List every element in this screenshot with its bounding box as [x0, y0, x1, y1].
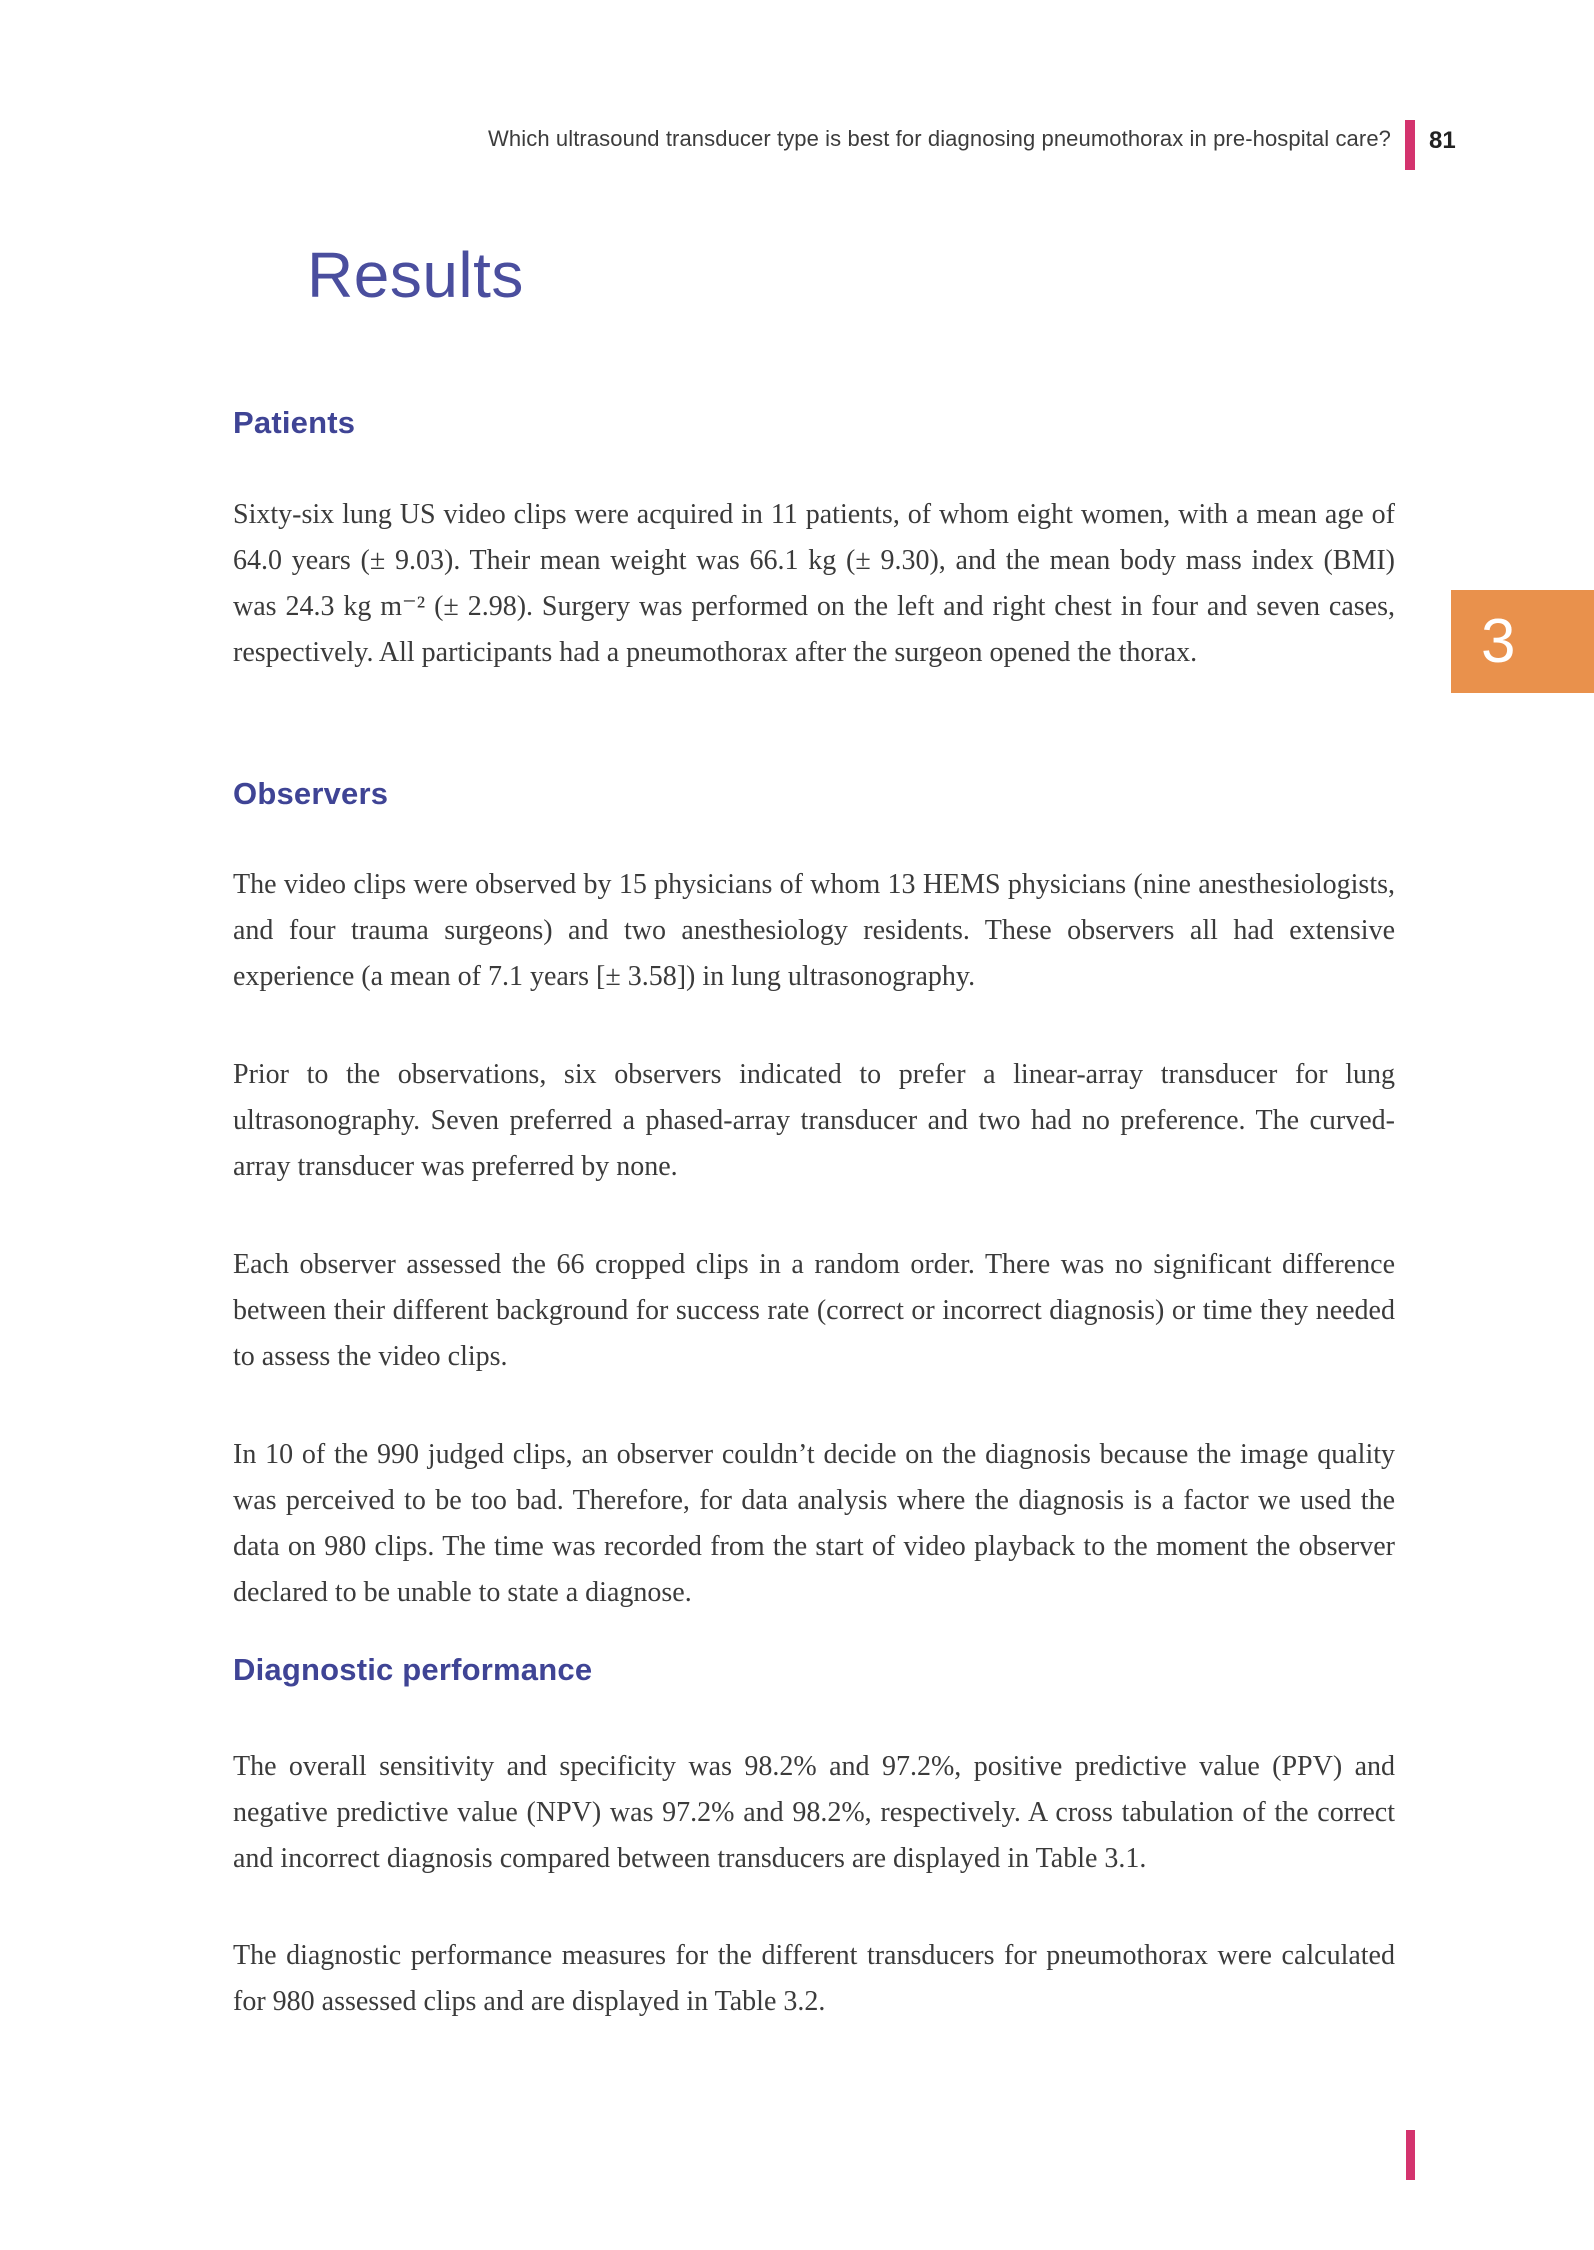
paragraph: Prior to the observations, six observers indicated to prefer a linear-array transducer for lung ultrasonography. Seven preferred a phased-array transducer and two had no preference. The curved-array transducer was preferred by none.: [233, 1059, 1395, 1182]
chapter-number: 3: [1481, 606, 1516, 676]
section-heading-diagnostic-performance: Diagnostic performance: [233, 1652, 593, 1687]
chapter-tab: [1451, 590, 1594, 693]
page-title: Results: [307, 239, 524, 311]
footer-accent-bar: [1406, 2130, 1415, 2180]
paragraph: The video clips were observed by 15 physicians of whom 13 HEMS physicians (nine anesthesiologists, and four trauma surgeons) and two anesthesiology residents. These observers all had extensive experience (a mean of 7.1 years [± 3.58]) in lung ultrasonography.: [233, 869, 1395, 992]
section-heading-patients: Patients: [233, 405, 356, 440]
paragraph: Sixty-six lung US video clips were acquired in 11 patients, of whom eight women, with a mean age of 64.0 years (± 9.03). Their mean weight was 66.1 kg (± 9.30), and the mean body mass index (BMI) was 24.3 kg m⁻² (± 2.98). Surgery was performed on the left and right chest in four and seven cases, respectively. All participants had a pneumothorax after the surgeon opened the thorax.: [233, 499, 1395, 668]
running-header-title: Which ultrasound transducer type is best for diagnosing pneumothorax in pre-hospital care?: [488, 126, 1391, 151]
paragraph: In 10 of the 990 judged clips, an observer couldn’t decide on the diagnosis because the image quality was perceived to be too bad. Therefore, for data analysis where the diagnosis is a factor we used the data on 980 clips. The time was recorded from the start of video playback to the moment the observer declared to be unable to state a diagnose.: [233, 1439, 1395, 1608]
paragraph: The diagnostic performance measures for the different transducers for pneumothorax were calculated for 980 assessed clips and are displayed in Table 3.2.: [233, 1940, 1395, 2017]
paragraph: The overall sensitivity and specificity was 98.2% and 97.2%, positive predictive value (PPV) and negative predictive value (NPV) was 97.2% and 98.2%, respectively. A cross tabulation of the correct and incorrect diagnosis compared between transducers are displayed in Table 3.1.: [233, 1751, 1395, 1874]
paragraph: Each observer assessed the 66 cropped clips in a random order. There was no significant difference between their different background for success rate (correct or incorrect diagnosis) or time they needed to assess the video clips.: [233, 1249, 1395, 1372]
section-heading-observers: Observers: [233, 776, 389, 811]
page-number: 81: [1429, 127, 1456, 154]
header-accent-bar: [1405, 120, 1415, 170]
